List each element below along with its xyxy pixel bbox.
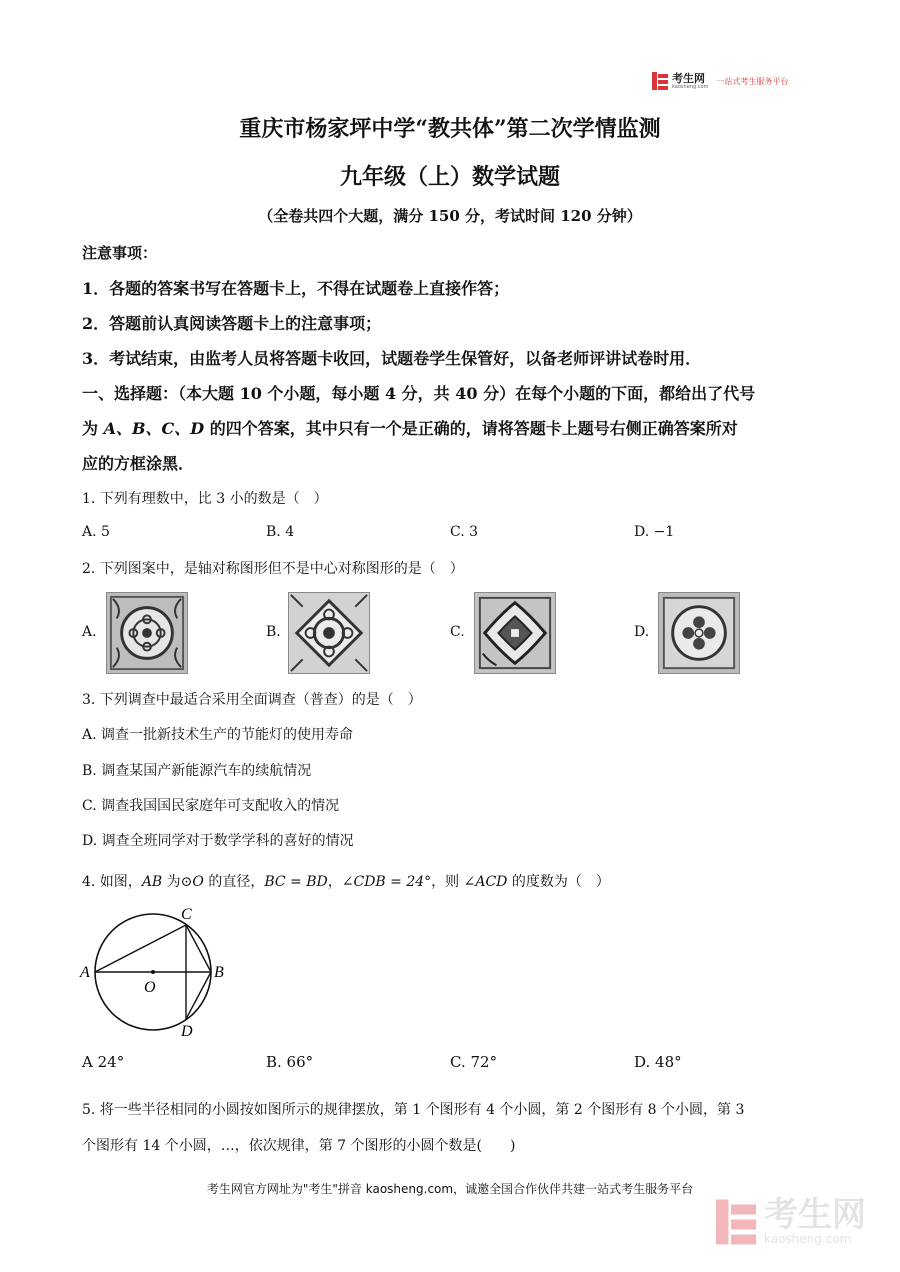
center-point (151, 970, 155, 974)
exam-subtitle: 九年级（上）数学试题 (339, 164, 560, 190)
q1-stem: 1. 下列有理数中，比 3 小的数是（ ） (82, 491, 328, 507)
logo-text: 考生网 (672, 71, 705, 85)
q4-option-a: A 24° (82, 1053, 125, 1071)
answer-letters: A、B、C、D (103, 419, 205, 438)
logo-wordmark (672, 73, 708, 90)
q5-line1: 5. 将一些半径相同的小圆按如图所示的规律摆放，第 1 个图形有 4 个小圆，第 2 个图形有 8 个小圆，第 3 (82, 1102, 745, 1118)
q4-text: ，则 (431, 874, 464, 890)
label-o: O (144, 979, 156, 996)
q1-option-a: A. 5 (82, 524, 110, 540)
q2-option-c: C. (450, 624, 465, 640)
q4-question-angle: ∠ACD (463, 874, 508, 890)
q2-stem: 2. 下列图案中，是轴对称图形但不是中心对称图形的是（ ） (82, 561, 464, 577)
q4-option-c: C. 72° (450, 1053, 498, 1071)
pattern-d-image (658, 592, 740, 674)
pattern-a-image (106, 592, 188, 674)
q1-option-b: B. 4 (266, 524, 295, 540)
q4-option-b: B. 66° (266, 1053, 314, 1071)
chord-ac (95, 925, 186, 972)
header-logo (652, 72, 788, 90)
chord-cb (186, 925, 211, 972)
section1-line3: 应的方框涂黑． (82, 454, 195, 473)
label-c: C (181, 906, 192, 923)
q2-option-d: D. (634, 624, 650, 640)
logo-slogan: 一站式考生服务平台 (716, 76, 789, 86)
note-item: 3．考试结束，由监考人员将答题卡收回，试题卷学生保管好，以备老师评讲试卷时用． (82, 349, 702, 368)
label-b: B (214, 964, 224, 981)
q4-text: 的度数为（ ） (507, 874, 610, 890)
q3-option-d: D. 调查全班同学对于数学学科的喜好的情况 (82, 833, 354, 849)
label-a: A (80, 964, 90, 981)
q5-line2: 个图形有 14 个小圆，…，依次规律，第 7 个图形的小圆个数是( ) (82, 1138, 516, 1154)
q4-text: 为⊙ (162, 874, 193, 890)
watermark-text: 考生网 (764, 1195, 866, 1235)
q4-text: ， (327, 874, 342, 890)
footer-text: 考生网官方网址为"考生"拼音 kaosheng.com，诚邀全国合作伙伴共建一站式考生服务平台 (206, 1182, 694, 1196)
q2-option-a: A. (82, 624, 97, 640)
label-d: D (181, 1023, 193, 1040)
q1-option-c: C. 3 (450, 524, 479, 540)
pattern-c-image (474, 592, 556, 674)
q4-option-d: D. 48° (634, 1053, 682, 1071)
section1-line2-a: 为 (82, 419, 104, 438)
section1-line2 (82, 416, 738, 439)
kaosheng-logo-icon (652, 72, 668, 90)
watermark-wordmark (756, 1195, 866, 1246)
q4-condition-2: ∠CDB = 24° (341, 874, 432, 890)
section1-line1: 一、选择题：（本大题 10 个小题，每小题 4 分，共 40 分）在每个小题的下面，都给出了代号 (82, 384, 756, 403)
q1-option-d: D. −1 (634, 524, 675, 540)
watermark-logo-icon (716, 1198, 756, 1246)
q3-stem: 3. 下列调查中最适合采用全面调查（普查）的是（ ） (82, 692, 422, 708)
q4-circle-figure (78, 902, 238, 1044)
q4-var-o: O (192, 874, 204, 890)
chord-db (186, 972, 211, 1019)
exam-meta: （全卷共四个大题，满分 150 分，考试时间 120 分钟） (258, 207, 642, 225)
pattern-b-image (288, 592, 370, 674)
notes-heading: 注意事项： (82, 244, 158, 262)
q4-text: 的直径， (203, 874, 265, 890)
q3-option-b: B. 调查某国产新能源汽车的续航情况 (82, 763, 312, 779)
note-item: 2．答题前认真阅读答题卡上的注意事项； (82, 314, 382, 333)
exam-title: 重庆市杨家坪中学“教共体”第二次学情监测 (239, 116, 661, 142)
watermark-domain: kaosheng.com (764, 1232, 852, 1246)
q4-text: 4. 如图， (82, 874, 142, 890)
q3-option-c: C. 调查我国国民家庭年可支配收入的情况 (82, 798, 340, 814)
q4-stem (82, 871, 610, 891)
q4-condition-1: BC = BD (264, 874, 328, 890)
q4-var-ab: AB (141, 874, 163, 890)
logo-domain: kaosheng.com (672, 83, 709, 90)
q2-option-b: B. (266, 624, 281, 640)
note-item: 1．各题的答案书写在答题卡上，不得在试题卷上直接作答； (82, 279, 510, 298)
q3-option-a: A. 调查一批新技术生产的节能灯的使用寿命 (82, 727, 354, 743)
section1-line2-b: 的四个答案，其中只有一个是正确的，请将答题卡上题号右侧正确答案所对 (204, 419, 738, 438)
watermark (716, 1195, 866, 1246)
